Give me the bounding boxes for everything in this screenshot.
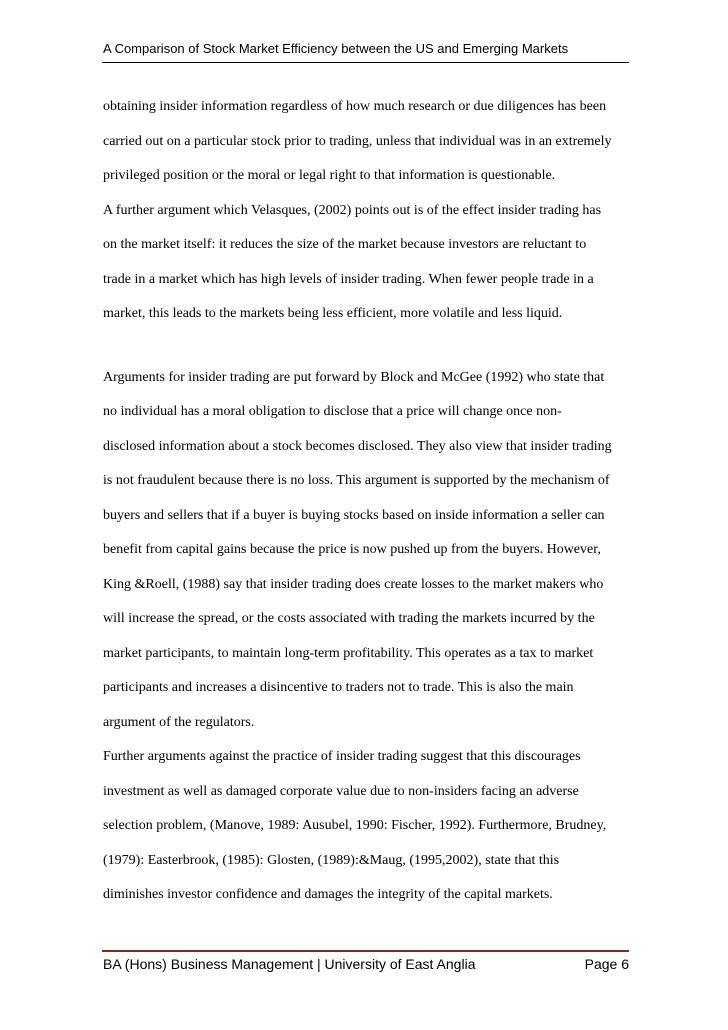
text-line: participants and increases a disincentive to traders not to trade. This is also the main bbox=[103, 680, 574, 695]
text-line: A further argument which Velasques, (2002) points out is of the effect insider trading has bbox=[103, 202, 602, 218]
header-divider bbox=[102, 62, 629, 63]
text-line: investment as well as damaged corporate value due to non-insiders facing an adverse bbox=[103, 783, 579, 799]
paragraph-spacer bbox=[103, 332, 633, 361]
text-line: carried out on a particular stock prior to trading, unless that individual was in an extremely bbox=[103, 133, 612, 149]
paragraph bbox=[103, 361, 633, 741]
text-line: King &Roell, (1988) say that insider trading does create losses to the market makers who bbox=[103, 576, 604, 592]
text-line: diminishes investor confidence and damages the integrity of the capital markets. bbox=[103, 887, 553, 902]
paragraph bbox=[103, 90, 633, 194]
text-line: market participants, to maintain long-term profitability. This operates as a tax to market bbox=[103, 645, 594, 661]
text-line: benefit from capital gains because the price is now pushed up from the buyers. However, bbox=[103, 542, 601, 557]
text-line: market, this leads to the markets being less efficient, more volatile and less liquid. bbox=[103, 306, 563, 321]
text-line: Further arguments against the practice of insider trading suggest that this discourages bbox=[103, 749, 581, 764]
document-body bbox=[103, 90, 633, 913]
text-line: Arguments for insider trading are put forward by Block and McGee (1992) who state that bbox=[103, 369, 605, 385]
footer-divider bbox=[102, 950, 629, 952]
text-line: will increase the spread, or the costs associated with trading the markets incurred by the bbox=[103, 611, 595, 626]
paragraph bbox=[103, 740, 633, 913]
text-line: privileged position or the moral or legal right to that information is questionable. bbox=[103, 168, 556, 183]
page-number: Page 6 bbox=[584, 956, 629, 972]
text-line: disclosed information about a stock becomes disclosed. They also view that insider trading bbox=[103, 438, 612, 454]
running-header: A Comparison of Stock Market Efficiency between the US and Emerging Markets bbox=[103, 41, 569, 56]
paragraph bbox=[103, 194, 633, 332]
text-line: on the market itself: it reduces the size of the market because investors are reluctant to bbox=[103, 237, 587, 252]
footer-institution: BA (Hons) Business Management | University of East Anglia bbox=[103, 956, 476, 972]
text-line: selection problem, (Manove, 1989: Ausubel, 1990: Fischer, 1992). Furthermore, Brudney, bbox=[103, 818, 607, 833]
text-line: (1979): Easterbrook, (1985): Glosten, (1989):&Maug, (1995,2002), state that this bbox=[103, 852, 560, 868]
text-line: trade in a market which has high levels of insider trading. When fewer people trade in a bbox=[103, 271, 594, 287]
text-line: no individual has a moral obligation to disclose that a price will change once non- bbox=[103, 404, 562, 419]
text-line: is not fraudulent because there is no loss. This argument is supported by the mechanism of bbox=[103, 473, 610, 488]
text-line: argument of the regulators. bbox=[103, 714, 255, 730]
text-line: obtaining insider information regardless of how much research or due diligences has been bbox=[103, 99, 607, 114]
text-line: buyers and sellers that if a buyer is buying stocks based on inside information a seller can bbox=[103, 507, 605, 523]
